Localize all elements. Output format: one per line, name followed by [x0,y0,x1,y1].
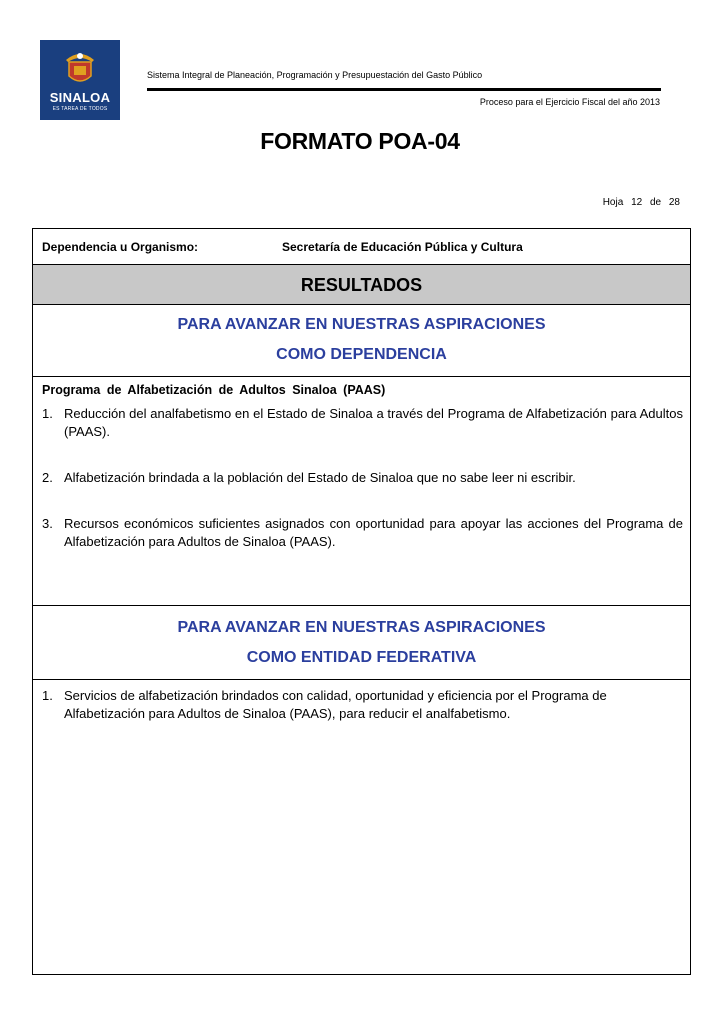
item-number: 3. [42,516,53,531]
dependency-value: Secretaría de Educación Pública y Cultura [282,240,523,254]
dependency-label: Dependencia u Organismo: [42,240,199,254]
section2-line2: COMO ENTIDAD FEDERATIVA [246,649,477,666]
item-text: Servicios de alfabetización brindados con calidad, oportunidad y eficiencia por el Programa de Alfabetización para Adultos de Sinaloa (PAAS), para reducir el analfabetismo. [64,688,607,721]
results-table [32,228,691,975]
sheet-current: 12 [631,197,643,208]
item-text: Alfabetización brindada a la población del Estado de Sinaloa que no sabe leer ni escribir. [64,470,576,485]
section1-line2: COMO DEPENDENCIA [276,346,447,363]
sinaloa-logo [40,40,120,120]
result-list [42,405,683,579]
section-dependency-heading [33,305,690,377]
item-text: Recursos económicos suficientes asignados con oportunidad para apoyar las acciones del Programa de Alfabetización para Adultos de Sinaloa (PAAS). [64,516,683,549]
header-divider [147,88,661,91]
section2-line1: PARA AVANZAR EN NUESTRAS ASPIRACIONES [177,619,546,636]
dependency-row [33,229,690,265]
list-item [42,687,650,723]
sheet-label: Hoja [602,197,624,208]
item-number: 1. [42,688,53,703]
sheet-of: de [649,197,662,208]
section-dependency-content [33,377,690,605]
sheet-total: 28 [668,197,680,208]
logo-name: SINALOA [49,90,111,105]
page-title: FORMATO POA-04 [260,128,460,154]
program-title: Programa de Alfabetización de Adultos Sinaloa (PAAS) [42,383,386,397]
list-item [42,469,683,487]
item-text: Reducción del analfabetismo en el Estado de Sinaloa a través del Programa de Alfabetización para Adultos (PAAS). [64,406,683,439]
process-year: Proceso para el Ejercicio Fiscal del año 2013 [479,97,660,107]
item-number: 1. [42,406,53,421]
item-number: 2. [42,470,53,485]
list-item [42,405,683,441]
result-list [42,687,650,723]
coat-of-arms-icon [62,46,98,88]
results-heading: RESULTADOS [33,265,690,305]
section-federal-heading [33,605,690,680]
system-title: Sistema Integral de Planeación, Programación y Presupuestación del Gasto Público [147,70,483,80]
list-item [42,515,683,551]
section1-line1: PARA AVANZAR EN NUESTRAS ASPIRACIONES [177,316,546,333]
logo-tagline: ES TAREA DE TODOS [52,106,108,112]
sheet-number [603,197,680,208]
section-federal-content [33,680,690,974]
